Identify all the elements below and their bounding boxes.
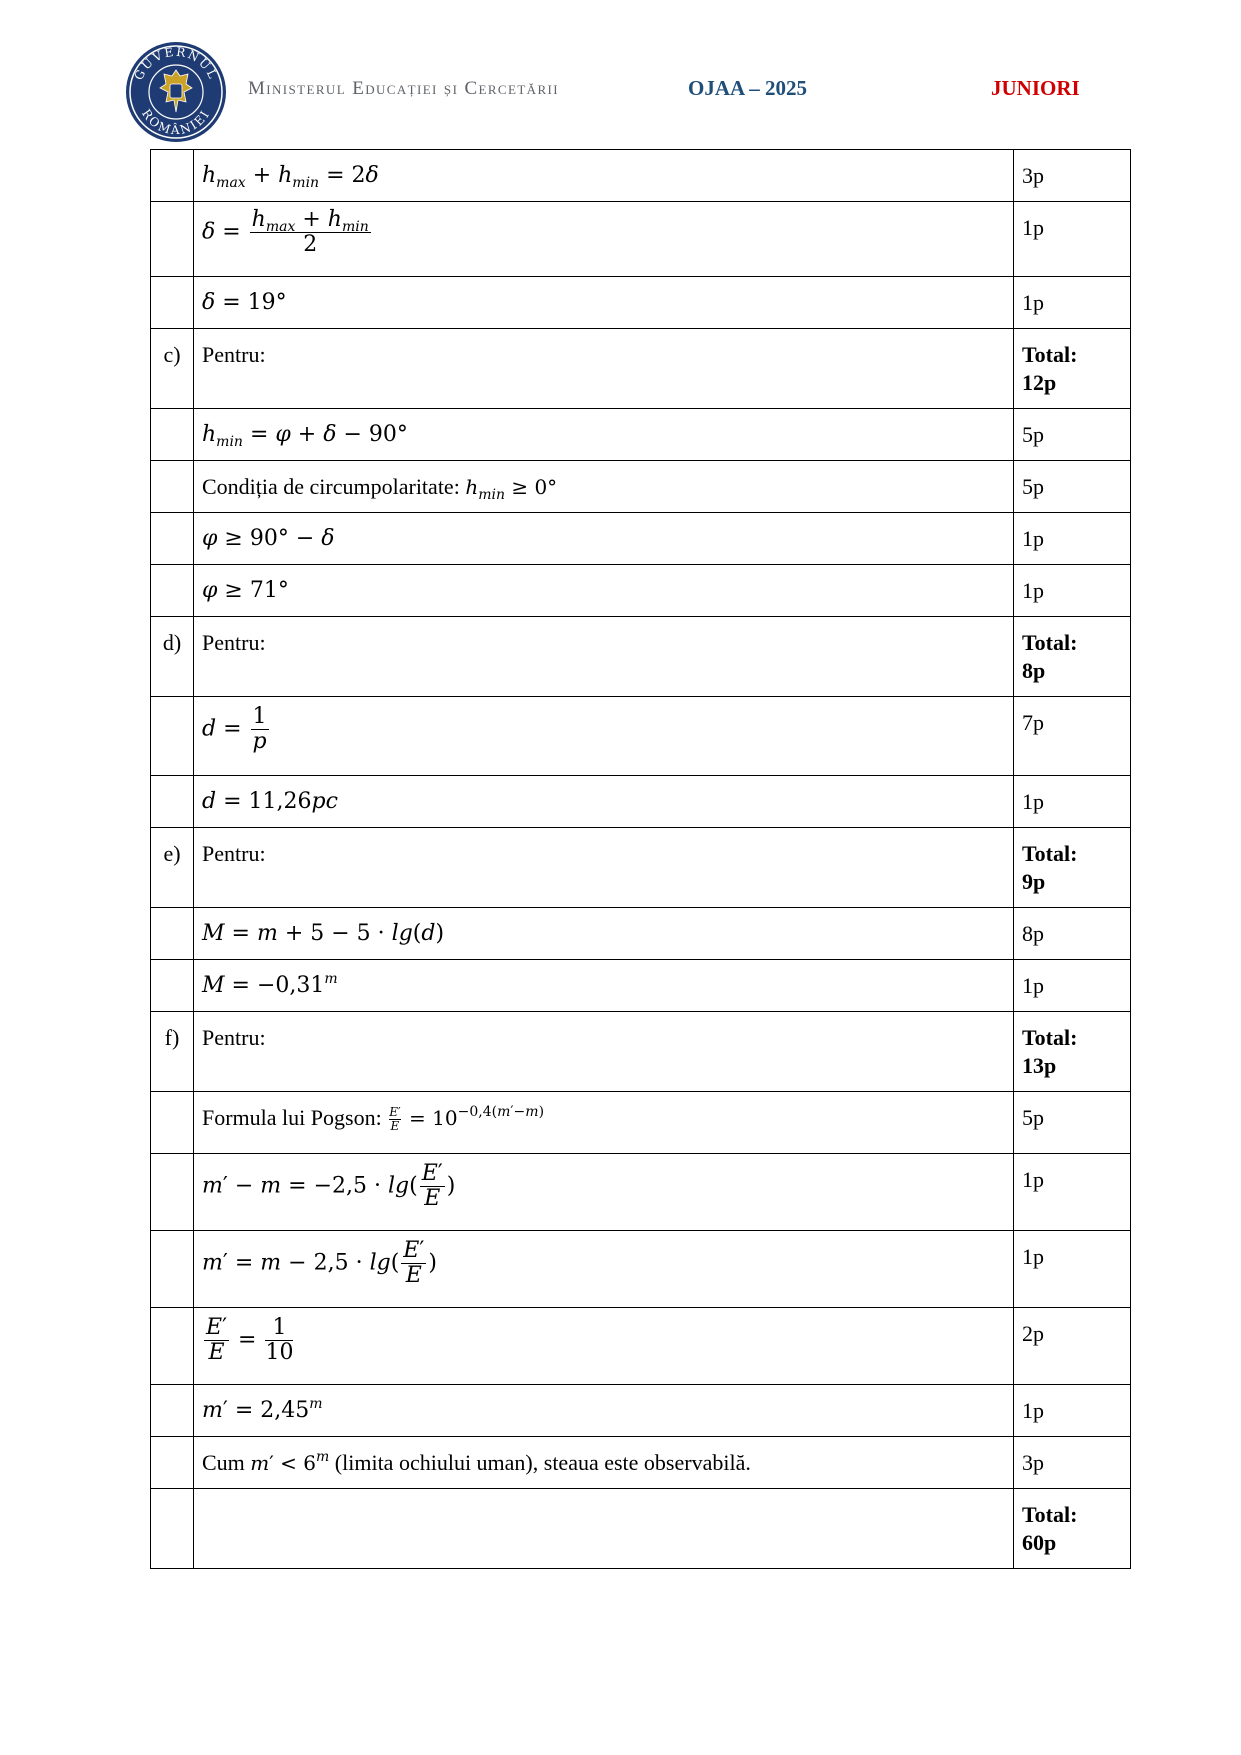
points: 2p [1014,1308,1131,1385]
table-row [151,565,1131,617]
points: 1p [1014,277,1131,329]
table-row [151,409,1131,461]
points: 1p [1014,1385,1131,1437]
formula-hmin: $h_{min} = \varphi + \delta - 90^\circ$ [194,409,1014,461]
visibility-conclusion: Cum $m' < 6^m$ (limita ochiului uman), steaua este observabilă. [194,1437,1014,1489]
section-total: Total: 8p [1014,617,1131,697]
points: 7p [1014,697,1131,776]
points: 1p [1014,513,1131,565]
pogson-formula: Formula lui Pogson: $\frac{E'}{E}$ = $10^{-0,4(m'-m)}$ [194,1092,1014,1154]
formula-absolute-magnitude-value: $M = -0,31^m$ [194,960,1014,1012]
grading-table [150,149,1131,1569]
ministry-name: Ministerul Educației și Cercetării [248,78,559,99]
formula-magnitude-difference: m′ − m = −2,5 · lg( $\frac{E'}{E}$ ) [194,1154,1014,1231]
points: 5p [1014,461,1131,513]
table-row [151,461,1131,513]
government-seal-logo [124,40,228,144]
points: 1p [1014,960,1131,1012]
section-total: Total: 9p [1014,828,1131,908]
page-header [0,0,1241,140]
svg-text:GUVERNUL: GUVERNUL [131,44,221,83]
table-row [151,776,1131,828]
points: 1p [1014,1154,1131,1231]
level-label: JUNIORI [991,76,1080,100]
table-row [151,1231,1131,1308]
table-row [151,513,1131,565]
points: 8p [1014,908,1131,960]
formula-phi-value: φ ≥ 71° [194,565,1014,617]
exam-title: OJAA – 2025 [688,76,808,100]
table-row [151,1489,1131,1569]
section-intro: Pentru: [194,828,1014,908]
section-total: Total: 12p [1014,329,1131,409]
formula-distance: d = $\frac{1}{p}$ [194,697,1014,776]
points: 1p [1014,565,1131,617]
table-row [151,960,1131,1012]
formula-apparent-magnitude-value: $m' = 2,45^m$ [194,1385,1014,1437]
formula-hmax-hmin: $h_{max} + h_{min} = 2\delta$ [194,150,1014,202]
table-row [151,1308,1131,1385]
points: 1p [1014,1231,1131,1308]
section-label: e) [151,828,194,908]
table-row [151,828,1131,908]
table-row [151,697,1131,776]
points: 1p [1014,202,1131,277]
points: 3p [1014,150,1131,202]
table-row [151,908,1131,960]
svg-text:ROMÂNIEI: ROMÂNIEI [139,106,213,138]
table-row [151,277,1131,329]
circumpolar-condition: Condiția de circumpolaritate: $h_{min} \ge 0^\circ$ [194,461,1014,513]
table-row [151,617,1131,697]
points: 5p [1014,409,1131,461]
section-intro: Pentru: [194,1012,1014,1092]
table-row [151,150,1131,202]
table-row [151,1437,1131,1489]
section-label: c) [151,329,194,409]
formula-delta-value: δ = 19° [194,277,1014,329]
formula-flux-ratio: $\frac{E'}{E}$ = $\frac{1}{10}$ [194,1308,1014,1385]
table-row [151,1012,1131,1092]
table-row [151,1154,1131,1231]
table-row [151,1092,1131,1154]
formula-absolute-magnitude: M = m + 5 − 5 · lg(d) [194,908,1014,960]
points: 3p [1014,1437,1131,1489]
formula-distance-value: d = 11,26pc [194,776,1014,828]
formula-phi-inequality: φ ≥ 90° − δ [194,513,1014,565]
grand-total: Total: 60p [1014,1489,1131,1569]
table-row [151,1385,1131,1437]
formula-delta-fraction: δ = $\frac{h_{max} + h_{min}}{2}$ [194,202,1014,277]
section-label: d) [151,617,194,697]
table-row [151,329,1131,409]
section-label: f) [151,1012,194,1092]
formula-apparent-magnitude: m′ = m − 2,5 · lg( $\frac{E'}{E}$ ) [194,1231,1014,1308]
section-intro: Pentru: [194,617,1014,697]
section-intro: Pentru: [194,329,1014,409]
table-row [151,202,1131,277]
section-total: Total: 13p [1014,1012,1131,1092]
points: 5p [1014,1092,1131,1154]
points: 1p [1014,776,1131,828]
